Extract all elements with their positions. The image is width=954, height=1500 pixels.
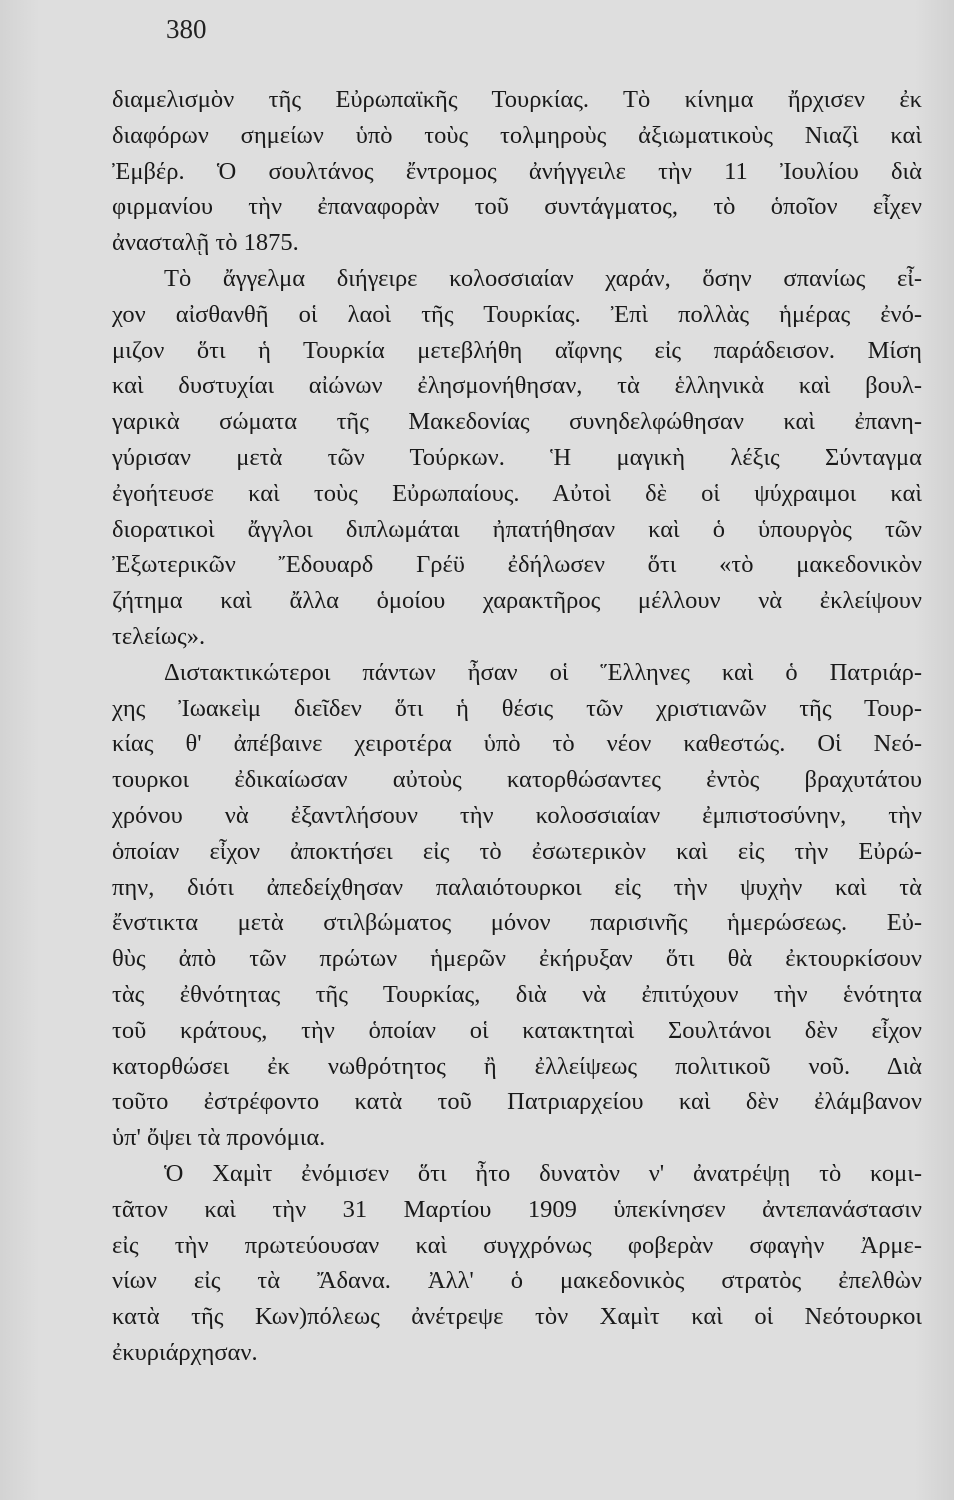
text-line: κατορθώσει ἐκ νωθρότητος ἢ ἐλλείψεως πολιτικοῦ νοῦ. Διὰ [112,1052,922,1080]
text-line: χον αἰσθανθῆ οἱ λαοὶ τῆς Τουρκίας. Ἐπὶ πολλὰς ἡμέρας ἐνό- [112,300,922,328]
text-line: τουρκοι ἐδικαίωσαν αὐτοὺς κατορθώσαντες ἐντὸς βραχυτάτου [112,766,922,794]
text-line: κατὰ τῆς Κων)πόλεως ἀνέτρεψε τὸν Χαμὶτ καὶ οἱ Νεότουρκοι [112,1303,922,1331]
text-line: ὑπ' ὄψει τὰ προνόμια. [112,1124,326,1152]
text-line: εἰς τὴν πρωτεύουσαν καὶ συγχρόνως φοβερὰν σφαγὴν Ἀρμε- [112,1231,922,1259]
text-line: διορατικοὶ ἄγγλοι διπλωμάται ἠπατήθησαν καὶ ὁ ὑπουργὸς τῶν [112,515,922,543]
paragraph-2 [112,261,922,655]
text-line: ζήτημα καὶ ἄλλα ὁμοίου χαρακτῆρος μέλλουν νὰ ἐκλείψουν [112,587,922,615]
text-line: ἀνασταλῇ τὸ 1875. [112,229,299,257]
paragraph-1 [112,82,922,261]
text-line: γύρισαν μετὰ τῶν Τούρκων. Ἡ μαγικὴ λέξις Σύνταγμα [112,443,922,471]
text-line: μιζον ὅτι ἡ Τουρκία μετεβλήθη αἴφνης εἰς παράδεισον. Μίση [112,336,922,364]
text-line: χης Ἰωακεὶμ διεῖδεν ὅτι ἡ θέσις τῶν χριστιανῶν τῆς Τουρ- [112,694,922,722]
text-line: ὁποίαν εἶχον ἀποκτήσει εἰς τὸ ἐσωτερικὸν καὶ εἰς τὴν Εὐρώ- [112,837,922,865]
text-line: Διστακτικώτεροι πάντων ἦσαν οἱ Ἕλληνες καὶ ὁ Πατριάρ- [164,658,922,686]
text-line: Τὸ ἄγγελμα διήγειρε κολοσσιαίαν χαράν, ὅσην σπανίως εἶ- [164,264,922,292]
paragraph-3 [112,655,922,1156]
text-line: καὶ δυστυχίαι αἰώνων ἐλησμονήθησαν, τὰ ἑλληνικὰ καὶ βουλ- [112,372,922,400]
body-text [112,82,922,1371]
text-line: πην, διότι ἀπεδείχθησαν παλαιότουρκοι εἰς τὴν ψυχὴν καὶ τὰ [112,873,922,901]
text-line: κίας θ' ἀπέβαινε χειροτέρα ὑπὸ τὸ νέον καθεστώς. Οἱ Νεό- [112,730,922,758]
text-line: νίων εἰς τὰ Ἄδανα. Ἀλλ' ὁ μακεδονικὸς στρατὸς ἐπελθὼν [112,1267,922,1295]
text-line: Ἐμβέρ. Ὁ σουλτάνος ἔντρομος ἀνήγγειλε τὴν 11 Ἰουλίου διὰ [112,157,922,185]
text-line: τὰς ἐθνότητας τῆς Τουρκίας, διὰ νὰ ἐπιτύχουν τὴν ἑνότητα [112,980,922,1008]
text-line: ἐγοήτευσε καὶ τοὺς Εὐρωπαίους. Αὐτοὶ δὲ οἱ ψύχραιμοι καὶ [112,479,922,507]
text-line: χρόνου νὰ ἐξαντλήσουν τὴν κολοσσιαίαν ἐμπιστοσύνην, τὴν [112,801,922,829]
text-line: φιρμανίου τὴν ἐπαναφορὰν τοῦ συντάγματος, τὸ ὁποῖον εἶχεν [112,193,922,221]
text-line: τοῦτο ἐστρέφοντο κατὰ τοῦ Πατριαρχείου καὶ δὲν ἐλάμβανον [112,1088,922,1116]
text-line: θὺς ἀπὸ τῶν πρώτων ἡμερῶν ἐκήρυξαν ὅτι θὰ ἐκτουρκίσουν [112,945,922,973]
text-line: τοῦ κράτους, τὴν ὁποίαν οἱ κατακτηταὶ Σουλτάνοι δὲν εἶχον [112,1016,922,1044]
text-line: Ὁ Χαμὶτ ἐνόμισεν ὅτι ἦτο δυνατὸν ν' ἀνατρέψῃ τὸ κομι- [164,1159,922,1187]
text-line: τελείως». [112,622,206,650]
text-line: ἔνστικτα μετὰ στιλβώματος μόνον παρισινῆς ἡμερώσεως. Εὐ- [112,909,922,937]
text-line: ἐκυριάρχησαν. [112,1338,258,1366]
text-line: Ἐξωτερικῶν Ἔδουαρδ Γρέϋ ἐδήλωσεν ὅτι «τὸ μακεδονικὸν [112,551,922,579]
text-line: διαμελισμὸν τῆς Εὐρωπαϊκῆς Τουρκίας. Τὸ κίνημα ἤρχισεν ἐκ [112,86,922,113]
text-line: γαρικὰ σώματα τῆς Μακεδονίας συνηδελφώθησαν καὶ ἐπανη- [112,408,922,436]
paragraph-4 [112,1156,922,1371]
text-line: τᾶτον καὶ τὴν 31 Μαρτίου 1909 ὑπεκίνησεν ἀντεπανάστασιν [112,1195,922,1223]
text-line: διαφόρων σημείων ὑπὸ τοὺς τολμηροὺς ἀξιωματικοὺς Νιαζὶ καὶ [112,121,922,149]
page-number: 380 [166,14,207,44]
